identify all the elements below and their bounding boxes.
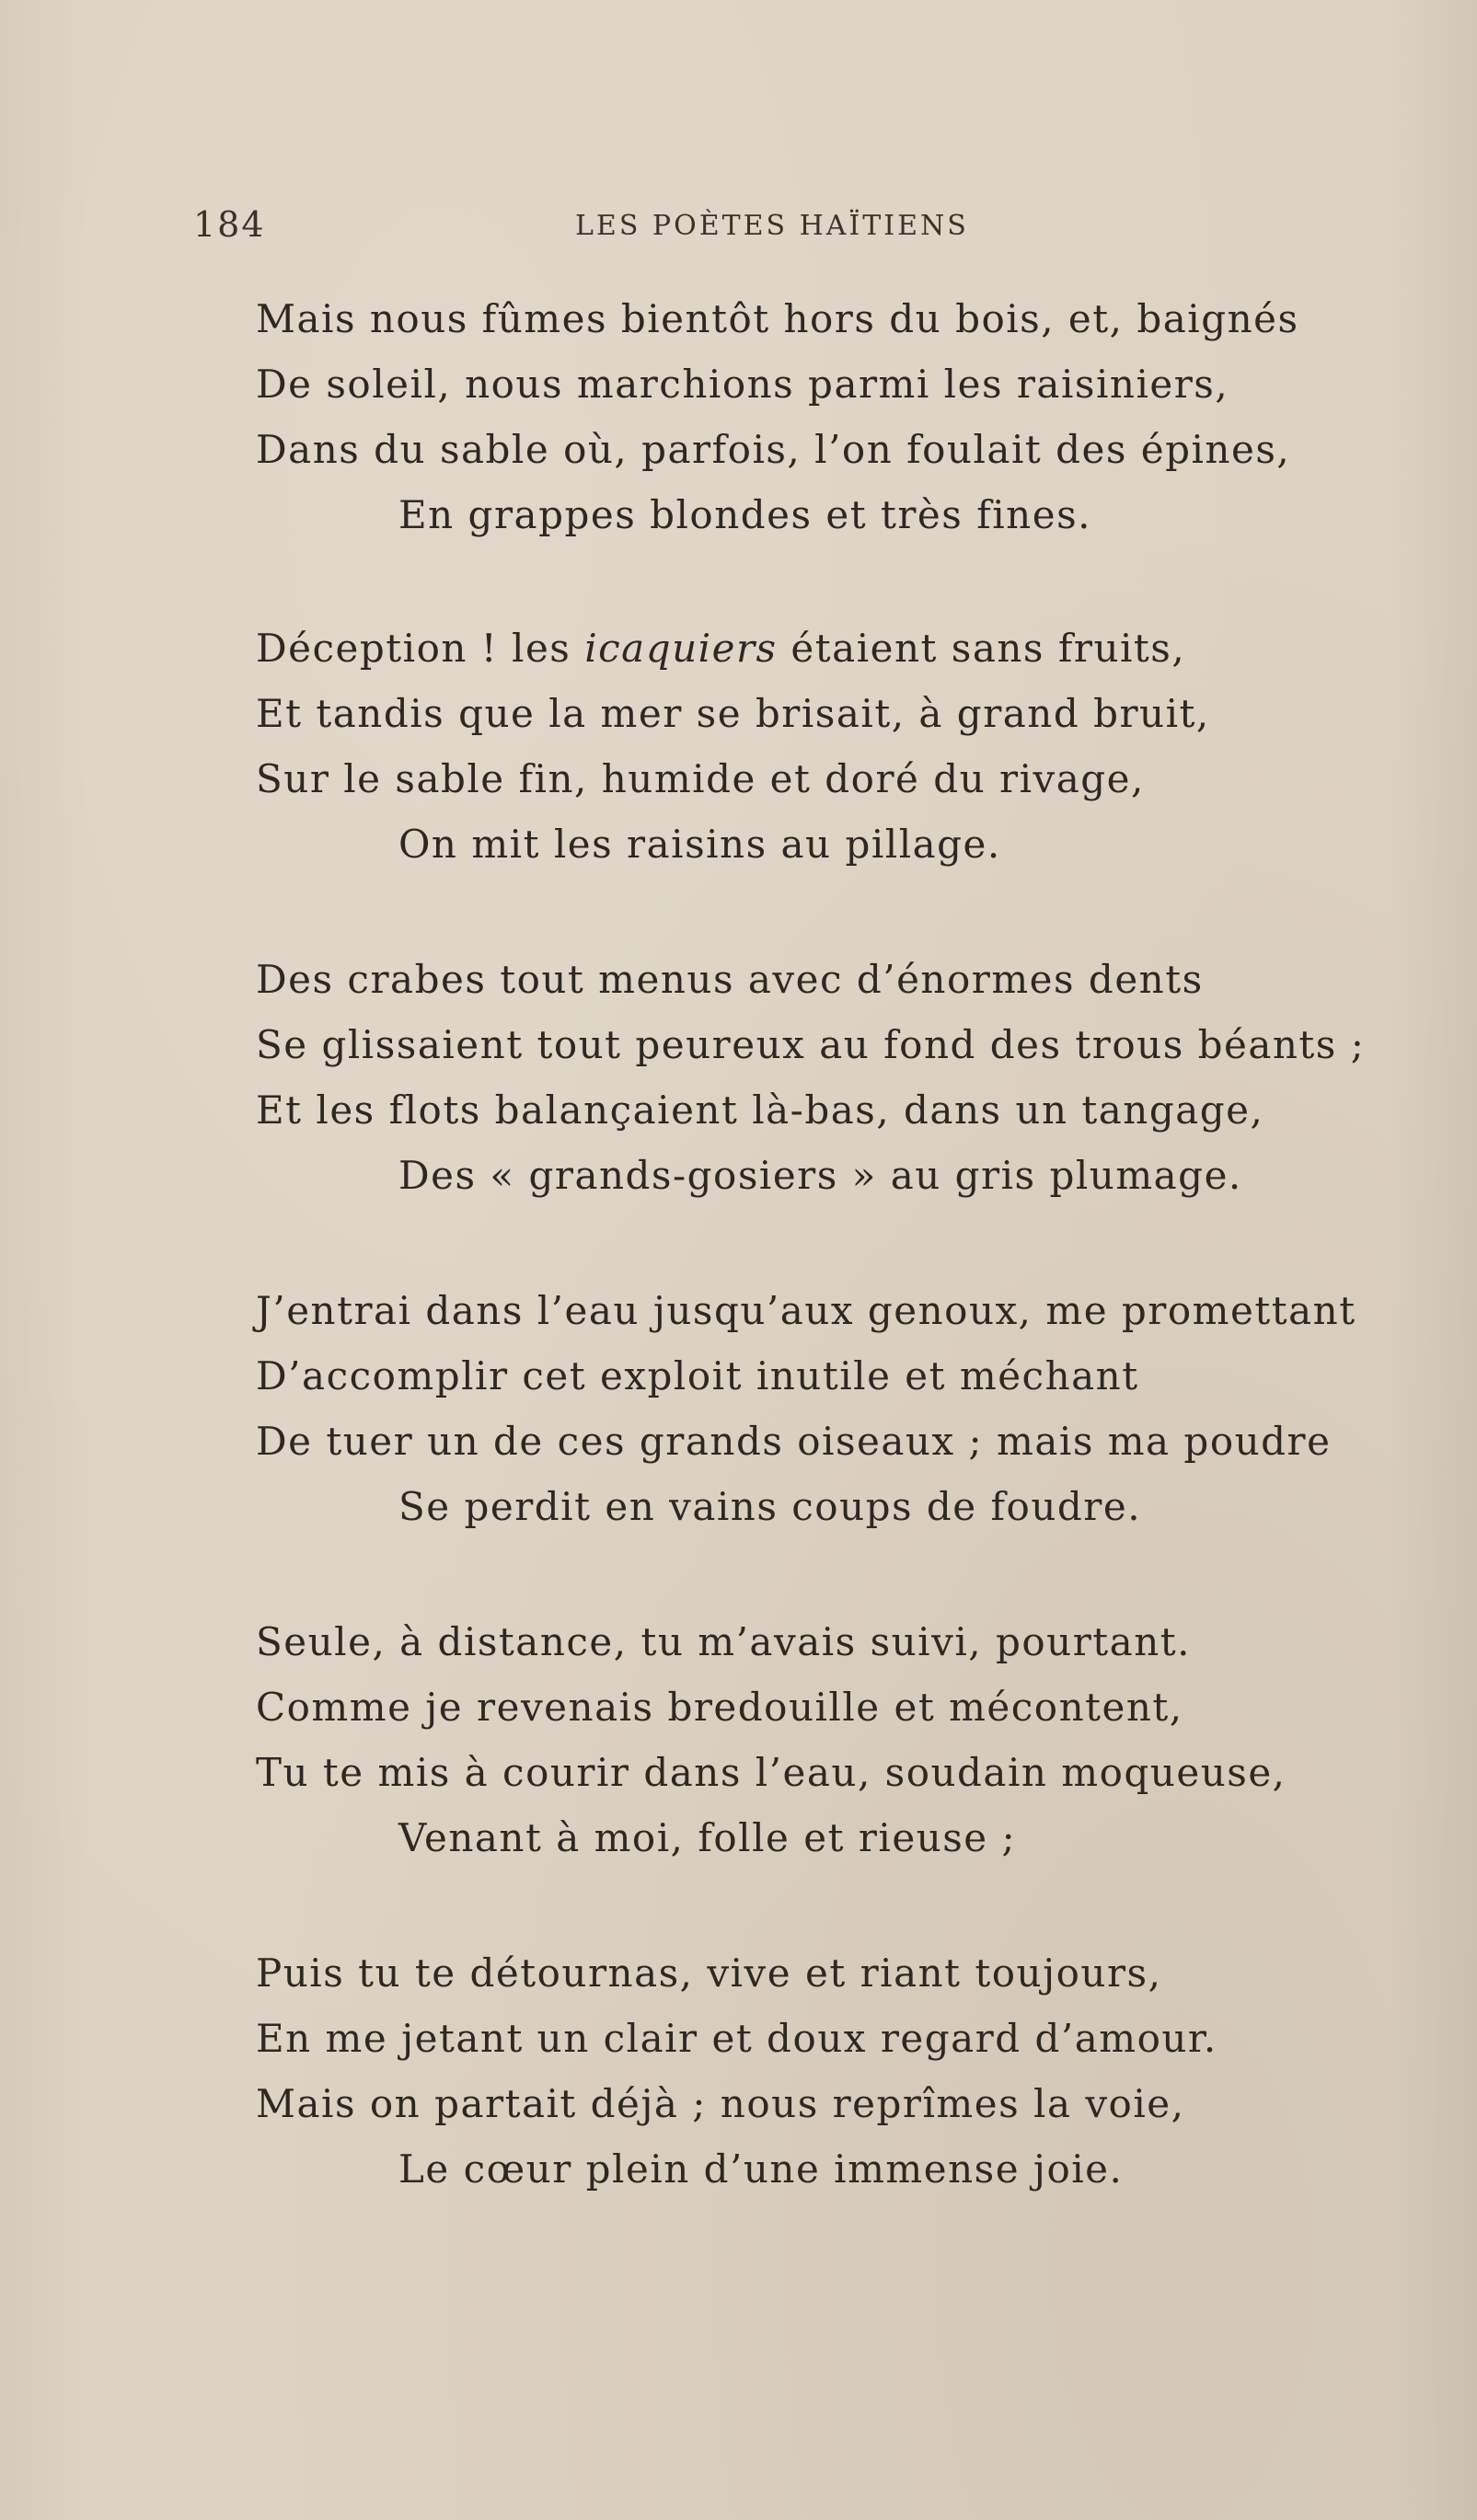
poem-line: Comme je revenais bredouille et mécontent, [256,1685,1183,1730]
poem-line: Puis tu te détournas, vive et riant toujours, [256,1950,1162,1996]
poem-line-indented: Des « grands-gosiers » au gris plumage. [398,1153,1242,1198]
running-head [193,204,1334,256]
poem-line: En me jetant un clair et doux regard d’amour. [256,2016,1217,2061]
poem-line: Tu te mis à courir dans l’eau, soudain moqueuse, [256,1750,1287,1795]
poem-line: De soleil, nous marchions parmi les raisiniers, [256,362,1229,407]
poem-line: Dans du sable où, parfois, l’on foulait des épines, [256,427,1291,472]
poem-line: Mais nous fûmes bientôt hors du bois, et, baignés [256,296,1299,341]
poem-line: Et les flots balançaient là-bas, dans un tangage, [256,1087,1264,1133]
poem-line: Seule, à distance, tu m’avais suivi, pourtant. [256,1619,1191,1664]
poem-line-indented: En grappes blondes et très fines. [398,492,1091,537]
poem-line-indented: Venant à moi, folle et rieuse ; [398,1815,1017,1860]
poem-line-indented: On mit les raisins au pillage. [398,822,1001,867]
poem-line: Se glissaient tout peureux au fond des trous béants ; [256,1022,1366,1067]
poem-line [256,626,1185,671]
poem-line: Des crabes tout menus avec d’énormes dents [256,957,1204,1002]
poem-line-indented: Se perdit en vains coups de foudre. [398,1484,1142,1529]
poem-line: J’entrai dans l’eau jusqu’aux genoux, me promettant [256,1288,1356,1333]
poem-line-indented: Le cœur plein d’une immense joie. [398,2146,1124,2192]
text-segment: étaient sans fruits, [777,626,1186,671]
poem-line: D’accomplir cet exploit inutile et méchant [256,1353,1139,1398]
text-segment: Déception ! les [256,626,585,671]
running-title: LES POÈTES HAÏTIENS [575,210,969,242]
poem-line: Mais on partait déjà ; nous reprîmes la voie, [256,2081,1185,2126]
poem-line: De tuer un de ces grands oiseaux ; mais ma poudre [256,1419,1332,1464]
poem-line: Et tandis que la mer se brisait, à grand bruit, [256,691,1210,736]
poem-line: Sur le sable fin, humide et doré du rivage, [256,756,1145,801]
page-number: 184 [193,204,266,245]
italic-word: icaquiers [584,626,778,671]
